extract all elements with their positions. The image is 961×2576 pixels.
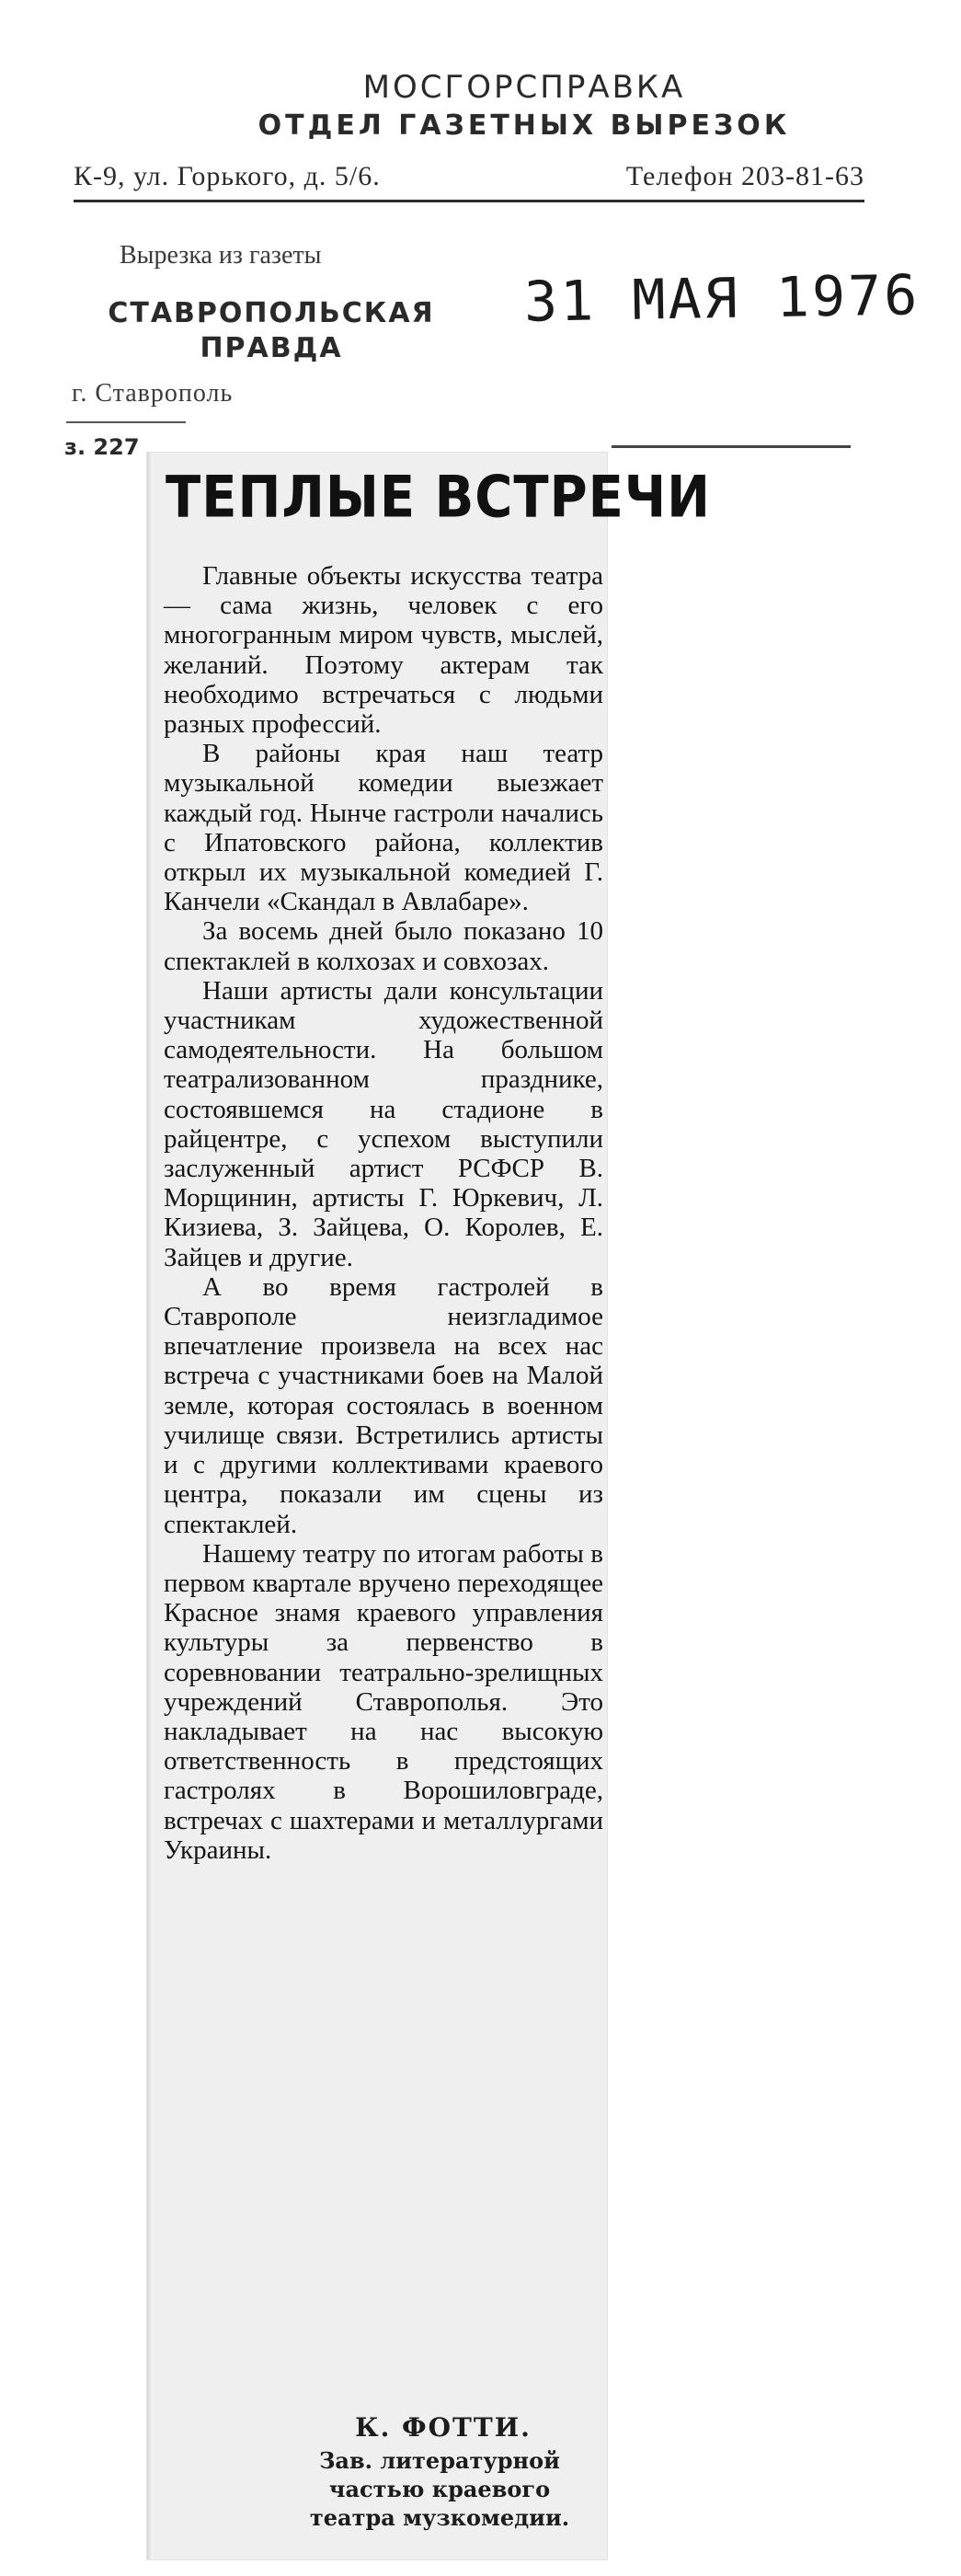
department-name: ОТДЕЛ ГАЗЕТНЫХ ВЫРЕЗОК [257, 109, 791, 142]
agency-address: К-9, ул. Горького, д. 5/6. [74, 161, 381, 191]
address-line [74, 161, 864, 202]
newspaper-city: г. Ставрополь [72, 379, 234, 408]
agency-name: МОСГОРСПРАВКА [362, 69, 686, 106]
agency-phone: Телефон 203-81-63 [625, 161, 864, 191]
author-name: К. ФОТТИ. [355, 2412, 532, 2443]
article-paragraph: А во время гастролей в Ставрополе неизгладимое впечатление произвела на всех нас встреча с участниками боев на Малой земле, которая состоялась в военном училище связи. Встретились артисты и с другими коллективами краевого центра, показали им сцены из спектаклей. [164, 1271, 603, 1539]
article-paragraph: Нашему театру по итогам работы в первом квартале вручено переходящее Красное знамя краевого управления культуры за первенство в соревновании театрально-зрелищных учреждений Ставрополья. Это накладывает на нас высокую ответственность в предстоящих гастролях в Ворошиловграде, встречах с шахтерами и металлургами Украины. [164, 1538, 603, 1865]
article-paragraph: В районы края наш театр музыкальной комедии выезжает каждый год. Нынче гастроли начались с Ипатовского района, коллектив открыл их музыкальной комедией Г. Канчели «Скандал в Авлабаре». [164, 739, 603, 917]
article-body [164, 561, 603, 1865]
article-paragraph: Главные объекты искусства театра — сама жизнь, человек с его многогранным миром чувств, мыслей, желаний. Поэтому актерам так необходимо встречаться с людьми разных профессий. [164, 561, 603, 740]
article-paragraph: За восемь дней было показано 10 спектаклей в колхозах и совхозах. [164, 916, 603, 976]
issue-number: з. 227 [64, 434, 140, 460]
divider-right [612, 445, 851, 448]
article-headline: ТЕПЛЫЕ ВСТРЕЧИ [166, 464, 712, 532]
date-stamp: 31 МАЯ 1976 [523, 263, 921, 335]
newspaper-name-line2: ПРАВДА [200, 332, 343, 364]
article-paragraph: Наши артисты дали консультации участникам художественной самодеятельности. На большом театрализованном празднике, состоявшемся на стадионе в райцентре, с успехом выступили заслуженный артист РСФСР В. Морщинин, артисты Г. Юркевич, Л. Кизиева, З. Зайцева, О. Королев, Е. Зайцев и другие. [164, 975, 603, 1272]
divider-left [66, 421, 186, 423]
article-signature [164, 2412, 603, 2532]
author-role: Зав. литературной частью краевого театра музкомедии. [309, 2447, 570, 2531]
clip-label: Вырезка из газеты [120, 241, 322, 270]
newspaper-name-line1: СТАВРОПОЛЬСКАЯ [108, 297, 435, 329]
newspaper-name [101, 296, 441, 366]
clipping-edge [147, 453, 153, 2559]
